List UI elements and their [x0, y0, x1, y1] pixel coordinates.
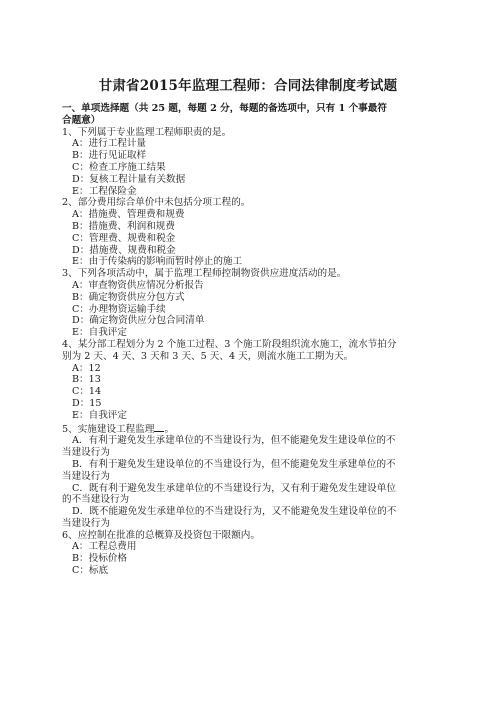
- question-5-option-c: C．既有利于避免发生承建单位的不当建设行为，又有利于避免发生建设单位: [72, 482, 396, 494]
- question-3-option-e: E：自我评定: [72, 327, 127, 339]
- question-1-option-a: A：进行工程计量: [72, 138, 147, 150]
- question-5-option-d: D．既不能避免发生承建单位的不当建设行为，又不能避免发生建设单位的不: [72, 506, 397, 518]
- question-5-option-b: B．有利于避免发生建设单位的不当建设行为，但不能避免发生承建单位的不: [72, 458, 396, 470]
- question-1-stem: 1、下列属于专业监理工程师职责的是。: [62, 126, 232, 138]
- section-heading-continued: 合题意）: [62, 114, 101, 126]
- question-5-stem-end: 。: [164, 423, 175, 435]
- document-body: [62, 103, 438, 577]
- question-5-option-d-continued: 当建设行为: [62, 517, 110, 529]
- question-4-option-a: A：12: [72, 362, 101, 374]
- answer-blank: [154, 422, 164, 432]
- question-1-option-b: B：进行见证取样: [72, 150, 147, 162]
- question-1-option-c: C：检查工序施工结果: [72, 161, 166, 173]
- question-3-option-a: A：审查物资供应情况分析报告: [72, 279, 204, 291]
- question-1-option-d: D：复核工程计量有关数据: [72, 173, 186, 185]
- question-6-stem: 6、应控制在批准的总概算及投资包干限额内。: [62, 529, 260, 541]
- question-2-option-c: C：管理费、规费和税金: [72, 232, 176, 244]
- question-5-option-b-continued: 当建设行为: [62, 470, 110, 482]
- question-3-stem: 3、下列各项活动中，属于监理工程师控制物资供应进度活动的是。: [62, 268, 347, 280]
- document-title: 甘肃省2015年监理工程师：合同法律制度考试题: [98, 78, 398, 94]
- question-1-option-e: E：工程保险金: [72, 185, 137, 197]
- question-4-option-c: C：14: [72, 386, 102, 398]
- question-2-option-e: E：由于传染病的影响而暂时停止的施工: [72, 256, 243, 268]
- question-4-stem-continued: 别为 2 天、4 天、3 天和 3 天、5 天、4 天，则流水施工工期为天。: [62, 350, 354, 362]
- question-2-option-b: B：措施费、利润和规费: [72, 220, 175, 232]
- question-5-option-c-continued: 的不当建设行为: [62, 494, 130, 506]
- question-3-option-d: D：确定物资供应分包合同清单: [72, 315, 205, 327]
- question-6-option-c: C：标底: [72, 565, 109, 577]
- question-6-option-a: A：工程总费用: [72, 541, 137, 553]
- question-5-stem: [62, 422, 438, 436]
- question-6-option-b: B：投标价格: [72, 553, 128, 565]
- question-2-option-d: D：措施费、规费和税金: [72, 244, 176, 256]
- question-2-option-a: A：措施费、管理费和规费: [72, 209, 185, 221]
- question-3-option-c: C：办理物资运输手续: [72, 303, 166, 315]
- question-4-option-b: B：13: [72, 374, 101, 386]
- question-3-option-b: B：确定物资供应分包方式: [72, 291, 185, 303]
- question-2-stem: 2、部分费用综合单价中未包括分项工程的。: [62, 197, 251, 209]
- question-5-option-a: A．有利于避免发生承建单位的不当建设行为，但不能避免发生建设单位的不: [72, 435, 396, 447]
- question-4-stem: 4、某分部工程划分为 2 个施工过程、3 个施工阶段组织流水施工，流水节拍分: [62, 338, 397, 350]
- question-4-option-e: E：自我评定: [72, 409, 127, 421]
- section-heading: 一、单项选择题（共 25 题，每题 2 分，每题的备选项中，只有 1 个事最符: [62, 103, 387, 114]
- question-5-stem-text: 5、实施建设工程监理: [62, 423, 155, 435]
- question-5-option-a-continued: 当建设行为: [62, 447, 110, 459]
- question-4-option-d: D：15: [72, 397, 102, 409]
